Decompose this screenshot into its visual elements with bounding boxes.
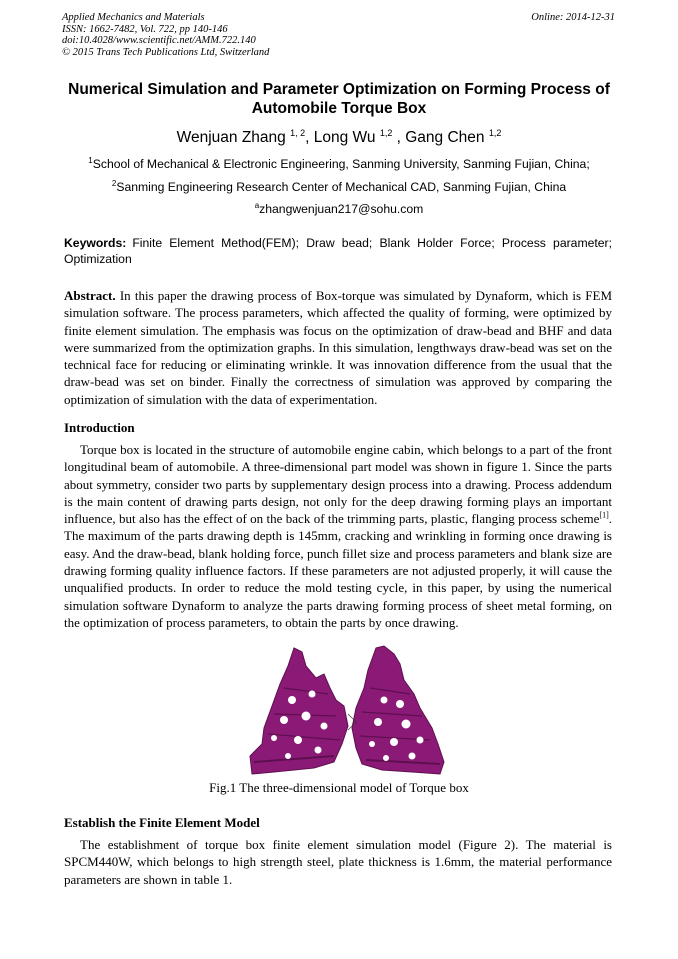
author-affiliation-mark: 1, 2 <box>290 128 306 138</box>
email-text: zhangwenjuan217@sohu.com <box>259 202 424 217</box>
author-affiliation-mark: 1,2 <box>379 128 393 138</box>
keywords <box>64 235 612 267</box>
introduction-text-b: . The maximum of the parts drawing depth is 145mm, cracking and wrinkling in forming once drawing is easy. And the draw-bead, blank holding force, punch fillet size and process parameters and blank size are drawing forming quality influence factors. If these parameters are not adjusted properly, it will cause the unqualified products. In order to reduce the mold testing cycle, in this paper, by using the numerical simulation software Dynaform to analyze the parts drawing forming process of sheet metal forming, on the optimization of process parameters, to obtain the parts by once drawing. <box>64 511 612 630</box>
author-name: Gang Chen <box>405 129 485 147</box>
figure-1-caption: Fig.1 The three-dimensional model of Torque box <box>209 780 469 795</box>
journal-name: Applied Mechanics and Materials <box>62 12 205 23</box>
doi: doi:10.4028/www.scientific.net/AMM.722.140 <box>62 35 256 46</box>
affiliation-mark: 1 <box>88 156 93 165</box>
affiliation-2 <box>0 179 678 194</box>
keywords-text: Finite Element Method(FEM); Draw bead; Blank Holder Force; Process parameter; Optimization <box>64 236 612 266</box>
section-2-heading: Establish the Finite Element Model <box>64 815 260 830</box>
section-2-paragraph: The establishment of torque box finite element simulation model (Figure 2). The material is SPCM440W, which belongs to high strength steel, plate thickness is 1.6mm, the material performance parameters are shown in table 1. <box>64 837 612 887</box>
introduction-text-a: Torque box is located in the structure of automobile engine cabin, which belongs to a part of the front longitudinal beam of automobile. A three-dimensional part model was shown in figure 1. Since the parts about symmetry, consider two parts by supplementary design process into a drawing. Process addendum is the main content of drawing parts design, not only for the deep drawing forming plays an important influence, but also has the effect of on the back of the trimming parts, plastic, flanging process scheme <box>64 442 612 527</box>
citation-ref: [1] <box>599 510 609 520</box>
author-name: Long Wu <box>313 129 376 147</box>
affiliation-mark: 2 <box>111 179 117 188</box>
torque-box-figure <box>244 644 456 776</box>
author-name: Wenjuan Zhang <box>176 129 286 147</box>
author-email <box>0 201 678 216</box>
issn: ISSN: 1662-7482, Vol. 722, pp 140-146 <box>62 23 228 35</box>
affiliation-text: School of Mechanical & Electronic Engineering, Sanming University, Sanming Fujian, China; <box>92 157 590 172</box>
online-date: Online: 2014-12-31 <box>531 12 615 23</box>
introduction-paragraph <box>64 441 612 631</box>
author-affiliation-mark: 1,2 <box>488 128 502 138</box>
torque-box-right-part <box>352 646 444 774</box>
journal-header <box>62 12 269 58</box>
affiliation-mark: a <box>254 201 260 210</box>
affiliation-1 <box>0 156 678 171</box>
affiliation-text: Sanming Engineering Research Center of Mechanical CAD, Sanming Fujian, China <box>116 180 567 195</box>
abstract-label: Abstract. <box>64 288 116 303</box>
abstract-text: In this paper the drawing process of Box-torque was simulated by Dynaform, which is FEM simulation software. The process parameters, which affected the quality of forming, were optimized by finite element simulation. The emphasis was focus on the optimization of draw-bead and BHF and data were summarized from the optimization graphs. In this simulation, lengthways draw-bead was set on the technical face for reducing or eliminating wrinkle. It was innovation difference from the usual that the draw-bead was set on binder. Finally the correctness of simulation was approved by comparing the optimization of simulation with the data of experimentation. <box>64 288 612 407</box>
keywords-label: Keywords: <box>64 236 127 250</box>
abstract <box>64 287 612 408</box>
author-list: Wenjuan Zhang $^{1, 2}$, Long Wu $^{1,2}$ , Gang Chen $^{1,2}$ <box>176 128 502 147</box>
paper-title: Numerical Simulation and Parameter Optimization on Forming Process of Automobile Torque Box <box>68 81 610 117</box>
copyright: © 2015 Trans Tech Publications Ltd, Switzerland <box>62 46 270 58</box>
introduction-heading: Introduction <box>64 420 135 435</box>
